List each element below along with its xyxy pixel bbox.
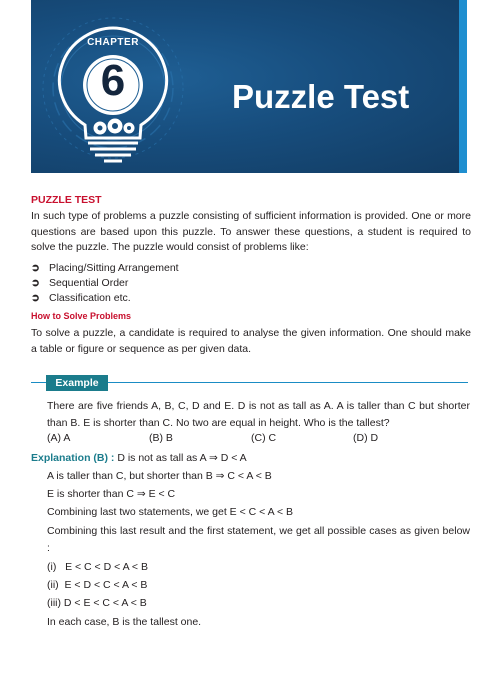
explanation-first: D is not as tall as A ⇒ D < A xyxy=(117,452,247,464)
option-d: (D) D xyxy=(353,432,379,444)
section-heading-puzzle-test: PUZZLE TEST xyxy=(31,194,102,206)
sub-heading-how-to-solve: How to Solve Problems xyxy=(31,311,132,321)
arrow-bullet-icon: ➲ xyxy=(31,292,40,304)
explanation-line: A is taller than C, but shorter than B ⇒ C < A < B xyxy=(47,470,272,482)
list-item-label: Classification etc. xyxy=(49,292,131,304)
arrow-bullet-icon: ➲ xyxy=(31,262,40,274)
list-item xyxy=(31,262,179,274)
example-question: There are five friends A, B, C, D and E. D is not as tall as A. A is taller than C but shorter than B. E is shorter than C. No two are equal in height. Who is the tallest? xyxy=(47,400,470,429)
chapter-label: CHAPTER xyxy=(87,37,139,48)
chapter-number: 6 xyxy=(100,56,126,105)
explanation-first-line xyxy=(31,452,247,464)
explanation-line: E is shorter than C ⇒ E < C xyxy=(47,488,176,500)
option-c: (C) C xyxy=(251,432,277,444)
explanation-conclusion: In each case, B is the tallest one. xyxy=(47,616,202,628)
option-a: (A) A xyxy=(47,432,71,444)
list-item xyxy=(31,292,131,304)
explanation-combining: Combining this last result and the first statement, we get all possible cases as given below : xyxy=(47,525,470,554)
arrow-bullet-icon: ➲ xyxy=(31,277,40,289)
option-b: (B) B xyxy=(149,432,173,444)
case-line: (iii) D < E < C < A < B xyxy=(47,597,147,609)
explanation-label: Explanation (B) : xyxy=(31,452,115,464)
list-item-label: Placing/Sitting Arrangement xyxy=(49,262,179,274)
case-line: (ii) E < D < C < A < B xyxy=(47,579,148,591)
explanation-line: Combining last two statements, we get E < C < A < B xyxy=(47,506,294,518)
list-item xyxy=(31,277,128,289)
case-line: (i) E < C < D < A < B xyxy=(47,561,148,573)
chapter-title: Puzzle Test xyxy=(232,78,410,115)
example-tab: Example xyxy=(46,375,108,391)
intro-paragraph: In such type of problems a puzzle consisting of sufficient information is provided. One or more questions are based upon this puzzle. To answer these questions, a student is required to solve the puzzle. The puzzle would consist of problems like: xyxy=(31,210,471,254)
how-to-paragraph: To solve a puzzle, a candidate is required to analyse the given information. One should make a table or figure or sequence as per given data. xyxy=(31,327,471,355)
list-item-label: Sequential Order xyxy=(49,277,129,289)
